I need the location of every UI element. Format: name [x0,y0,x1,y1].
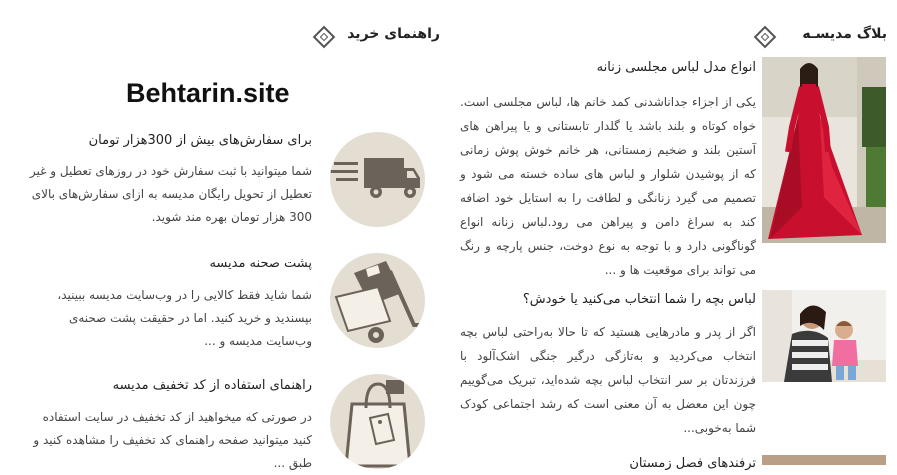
guide-item-text: در صورتی که میخواهید از کد تخفیف در سایت استفاده کنید میتوانید صفحه راهنمای کد تخفیف را مشاهده کنید و طبق ... [33,410,312,470]
delivery-truck-icon [330,132,425,227]
guide-diamond-icon [313,26,336,49]
post-excerpt: اگر از پدر و مادرهایی هستید که تا حالا به‌راحتی لباس بچه انتخاب می‌کردید و به‌تازگی درگیر جنگی اشک‌آلود با فرزندتان بر سر انتخاب لباس بچه شده‌اید، تبریک می‌گوییم چون این معضل به آن معنی است که رشد اجتماعی کودک شما به‌خوبی... [460,325,756,435]
post-thumbnail-kids[interactable] [762,290,886,382]
post-title[interactable]: لباس بچه را شما انتخاب می‌کنید یا خودش؟ [522,292,756,307]
guide-item-title[interactable]: پشت صحنه مدیسه [209,256,312,271]
shopping-bag-icon [330,374,425,469]
guide-heading: راهنمای خرید [347,26,440,42]
guide-item-title[interactable]: راهنمای استفاده از کد تخفیف مدیسه [112,378,312,393]
blog-heading: بلاگ مدیسـه [802,26,887,42]
blog-diamond-icon [754,26,777,49]
site-watermark: Behtarin.site [126,78,290,108]
kids-photo [762,290,886,382]
guide-item-title[interactable]: برای سفارش‌های بیش از 300هزار تومان [88,133,312,148]
post-title[interactable]: ترفندهای فصل زمستان [629,456,756,471]
red-dress-photo [762,57,886,243]
guide-item-text: شما میتوانید با ثبت سفارش خود در روزهای تعطیل و غیر تعطیل از تحویل رایگان مدیسه به ازای سفارش‌های بالای 300 هزار تومان بهره مند شوید. [29,164,312,224]
hand-truck-icon [330,253,425,348]
guide-item-text: شما شاید فقط کالایی را در وب‌سایت مدیسه ببینید، بپسندید و خرید کنید. اما در حقیقت پشت صحنه‌ی وب‌سایت مدیسه و ... [57,288,312,348]
post-excerpt: یکی از اجزاء جداناشدنی کمد خانم ها، لباس مجلسی است. خواه کوتاه و بلند باشد یا گلدار تابستانی و یا پیراهن های آستین بلند و ضخیم زمستانی، هر خانم خوش پوش زمانی که از پوشیدن شلوار و لباس های ساده خسته می شود و تصمیم می گیرد زنانگی و لطافت را به استایل خود اضافه کند به سراغ دامن و پیراهن می رود.لباس زنانه انواع گوناگونی دارد و با توجه به نوع دوخت، جنس پارچه و رنگ می تواند برای موقعیت ها و ... [460,95,756,277]
post-thumbnail-red-dress[interactable] [762,57,886,243]
post-title[interactable]: انواع مدل لباس مجلسی زنانه [596,60,756,75]
post-thumbnail[interactable] [762,455,886,465]
